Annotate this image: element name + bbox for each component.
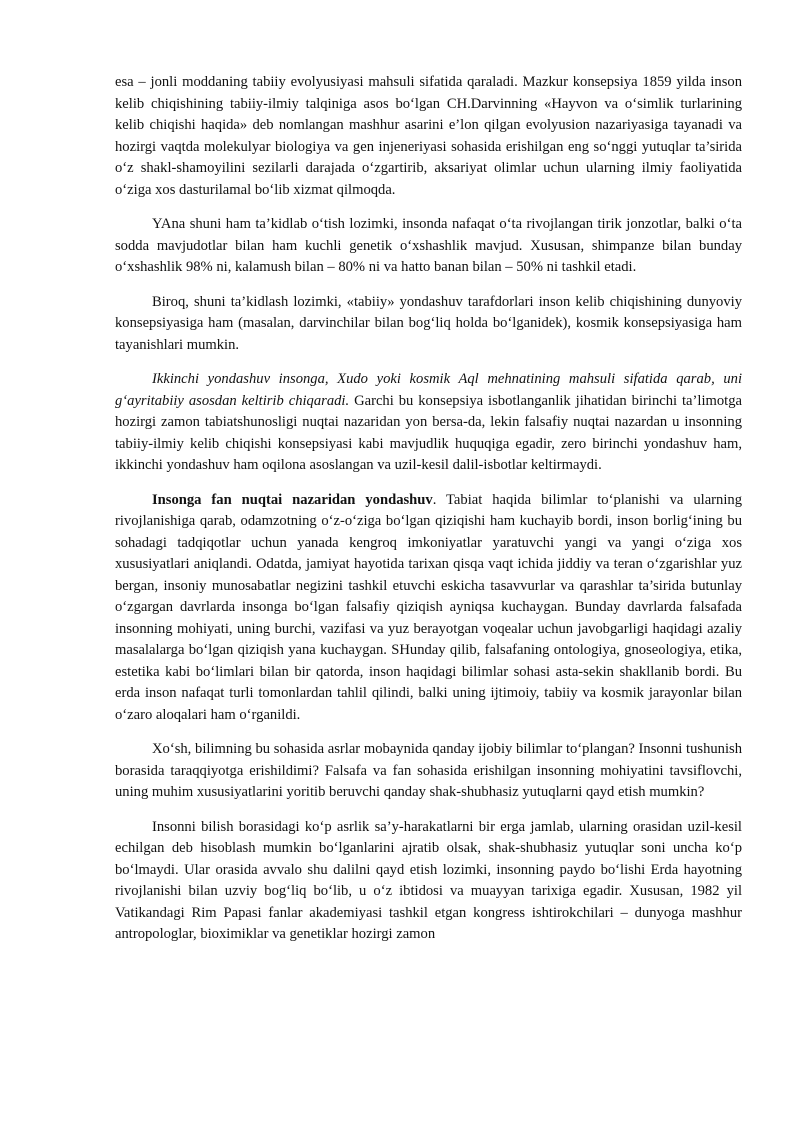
paragraph-natural-approach: Biroq, shuni ta’kidlash lozimki, «tabiiy» yondashuv tarafdorlari inson kelib chiqishining dunyoviy konsepsiyasiga ham (masalan, darvinchilar bilan bog‘liq holda bo‘lganidek), kosmik konsepsiyasiga ham tayanishlari mumkin.	[115, 293, 742, 353]
paragraph-genetic-similarity: YAna shuni ham ta’kidlab o‘tish lozimki, insonda nafaqat o‘ta rivojlangan tirik jonzotlar, balki o‘ta sodda mavjudotlar bilan ham kuchli genetik o‘xshashlik mavjud. Xususan, shimpanze bilan bunday o‘xshashlik 98% ni, kalamush bilan – 80% ni va hatto banan bilan – 50% ni tashkil etadi.	[115, 216, 742, 275]
paragraph-second-approach	[115, 369, 742, 477]
paragraph-science-approach	[115, 490, 742, 727]
paragraph-achievements: Insonni bilish borasidagi ko‘p asrlik sa’y-harakatlarni bir erga jamlab, ularning orasidan uzil-kesil echilgan deb hisoblash mumkin bo‘lganlarini ajratib olsak, shak-shubhasiz yutuqlar soni uncha ko‘p bo‘lmaydi. Ular orasida avvalo shu dalilni qayd etish lozimki, insonning paydo bo‘lishi Erda hayotning rivojlanishi bilan uzviy bog‘liq bo‘lib, u o‘z ibtidosi va muayyan tarixiga egadir. Xususan, 1982 yil Vatikandagi Rim Papasi fanlar akademiyasi tashkil etgan kongress ishtirokchilari – dunyoga mashhur antropologlar, bioximiklar va genetiklar hozirgi zamon	[115, 818, 742, 942]
paragraph-questions: Xo‘sh, bilimning bu sohasida asrlar mobaynida qanday ijobiy bilimlar to‘plangan? Insonni tushunish borasida taraqqiyotga erishildimi? Falsafa va fan sohasida erishilgan insonning mohiyatini tavsiflovchi, uning muhim xususiyatlarini yoritib beruvchi qanday shak-shubhasiz yutuqlarni qayd etish mumkin?	[115, 741, 742, 800]
science-approach-heading: Insonga fan nuqtai nazaridan yondashuv	[152, 491, 433, 508]
science-approach-text: . Tabiat haqida bilimlar to‘planishi va ularning rivojlanishiga qarab, odamzotning o‘z-o‘ziga bo‘lgan qiziqishi ham kuchayib bordi, inson borlig‘ining bu sohadagi tadqiqotlar uchun yanada kengroq imkoniyatlar yaratuvchi yangi va yangi o‘ziga xos xususiyatlari aniqlandi. Odatda, jamiyat hayotida tarixan qisqa vaqt ichida jiddiy va teran o‘zgarishlar yuz bergan, insoniy munosabatlar negizini tashkil etuvchi eskicha tasavvurlar va qarashlar ta’sirida butunlay o‘zgargan davrlarda insonga bo‘lgan falsafiy qiziqish ayniqsa kuchaygan. Bunday davrlarda falsafada insonning mohiyati, uning burchi, vazifasi va yuz berayotgan voqealar uchun javobgarligi haqidagi azaliy masalalarga bo‘lgan qiziqish yana kuchaygan. SHunday qilib, falsafaning ontologiya, gnoseologiya, etika, estetika kabi bo‘limlari bilan bir qatorda, inson haqidagi bilimlar sohasi asta-sekin shakllanib bordi. Bu erda inson nafaqat turli tomonlardan tahlil qilindi, balki uning ijtimoiy, tabiiy va kosmik jarayonlar bilan o‘zaro aloqalari ham o‘rganildi.	[115, 491, 742, 723]
second-approach-italic-lead: Ikkinchi yondashuv insonga, Xudo yoki kosmik Aql mehnatining mahsuli sifatida qarab, uni g‘ayritabiiy asosdan keltirib chiqaradi.	[115, 371, 742, 409]
second-approach-text: Garchi bu konsepsiya isbotlanganlik jihatidan birinchi ta’limotga hozirgi zamon tabiatshunosligi nuqtai nazaridan yon bersa-da, lekin falsafiy nuqtai nazardan u insonning tabiiy-ilmiy kelib chiqishi konsepsiyasi kabi mavjudlik huquqiga egadir, zero birinchi yondashuv ham, ikkinchi yondashuv ham oqilona asoslangan va uzil-kesil dalil-isbotlar keltirmaydi.	[115, 392, 742, 473]
paragraph-evolution-concept: esa – jonli moddaning tabiiy evolyusiyasi mahsuli sifatida qaraladi. Mazkur konsepsiya 1859 yilda inson kelib chiqishining tabiiy-ilmiy talqiniga asos bo‘lgan CH.Darvinning «Hayvon va o‘simlik turlarining kelib chiqishi haqida» deb nomlangan mashhur asarini e’lon qilgan evolyusion nazariyasiga tayanadi va hozirgi vaqtda molekulyar biologiya va gen injeneriyasi sohasida erishilgan eng so‘nggi yutuqlar ta’sirida o‘z shakl-shamoyilini sezilarli darajada o‘zgartirib, aksariyat olimlar uchun ularning ilmiy faoliyatida o‘ziga xos dasturilamal bo‘lib xizmat qilmoqda.	[115, 74, 742, 198]
